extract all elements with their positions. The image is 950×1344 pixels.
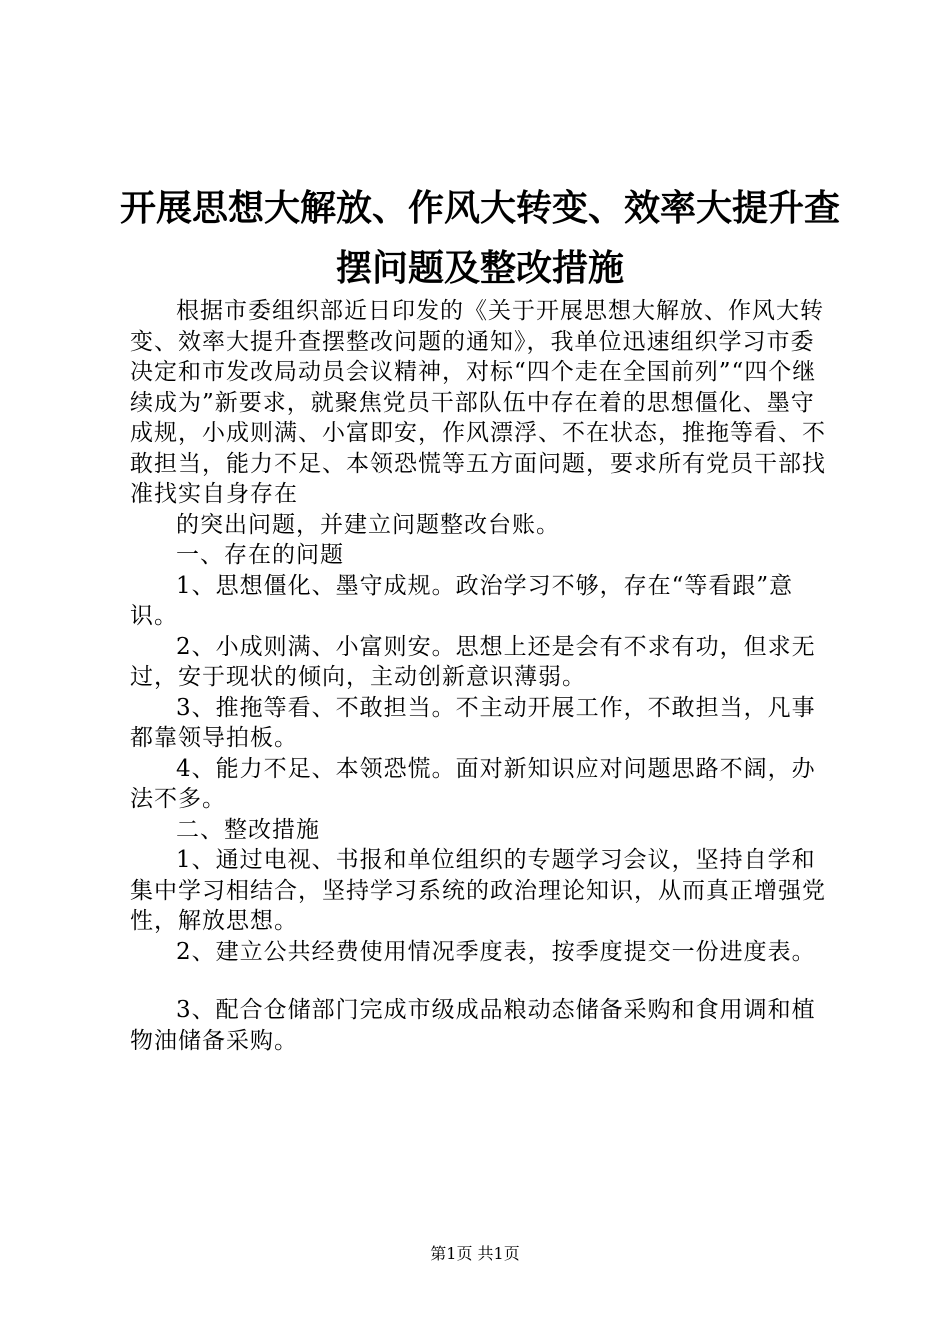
measure-item-2: 2、建立公共经费使用情况季度表，按季度提交一份进度表。 [176, 938, 816, 965]
section-heading-measures: 二、整改措施 [176, 816, 320, 843]
problem-item-2: 2、小成则满、小富则安。思想上还是会有不求有功，但求无过，安于现状的倾向，主动创新意识薄弱。 [130, 633, 816, 690]
intro-paragraph-continued: 的突出问题，并建立问题整改台账。 [176, 511, 560, 538]
section-heading-problems: 一、存在的问题 [176, 542, 344, 568]
problem-item-1: 1、思想僵化、墨守成规。政治学习不够，存在“等看跟”意识。 [130, 572, 794, 629]
document-title-line-1: 开展思想大解放、作风大转变、效率大提升查 [119, 187, 840, 229]
document-body [130, 296, 835, 1056]
problem-item-3: 3、推拖等看、不敢担当。不主动开展工作，不敢担当，凡事都靠领导拍板。 [130, 694, 816, 751]
page-footer: 第1页 共1页 [430, 1244, 520, 1263]
problem-item-4: 4、能力不足、本领恐慌。面对新知识应对问题思路不阔，办法不多。 [130, 755, 816, 812]
intro-paragraph: 根据市委组织部近日印发的《关于开展思想大解放、作风大转变、效率大提升查摆整改问题的通知》，我单位迅速组织学习市委决定和市发改局动员会议精神，对标“四个走在全国前列”“四个继续成为”新要求，就聚焦党员干部队伍中存在着的思想僵化、墨守成规，小成则满、小富即安，作风漂浮、不在状态，推拖等看、不敢担当，能力不足、本领恐慌等五方面问题，要求所有党员干部找准找实自身存在 [130, 298, 826, 507]
measure-item-1: 1、通过电视、书报和单位组织的专题学习会议，坚持自学和集中学习相结合，坚持学习系统的政治理论知识，从而真正增强党性，解放思想。 [130, 847, 826, 934]
document-title-line-2: 摆问题及整改措施 [335, 247, 624, 289]
measure-item-3: 3、配合仓储部门完成市级成品粮动态储备采购和食用调和植物油储备采购。 [130, 997, 816, 1054]
